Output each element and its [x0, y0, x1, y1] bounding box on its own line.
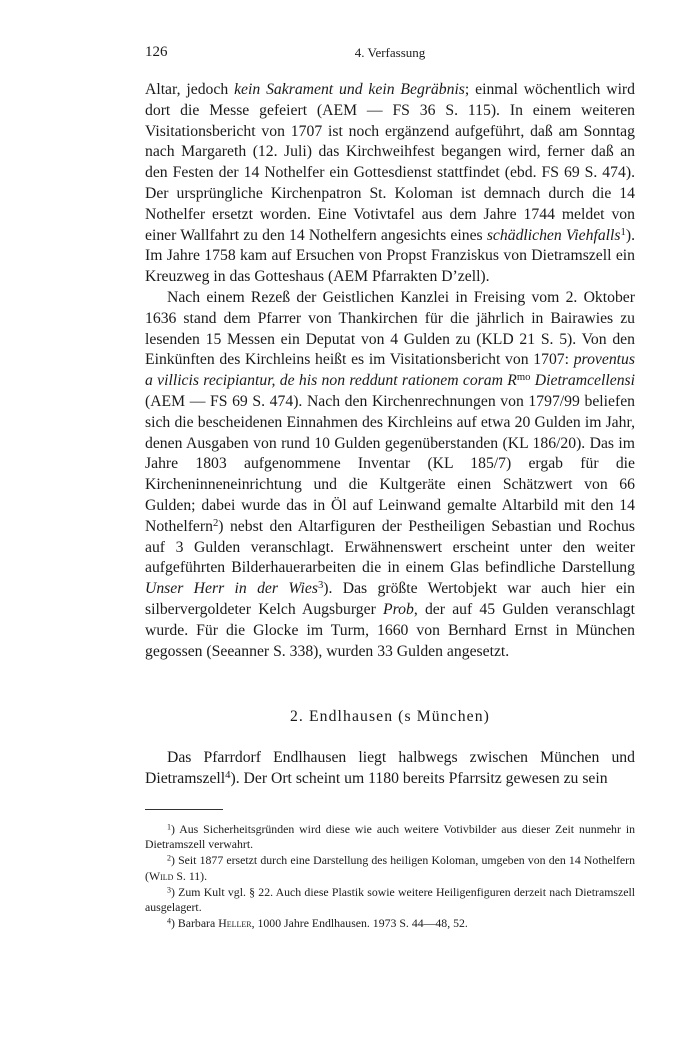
italic-phrase: Unser Herr in der Wies	[145, 580, 318, 598]
italic-phrase: Prob	[383, 600, 414, 618]
paragraph-3	[145, 748, 635, 790]
author-name: Heller	[218, 916, 252, 931]
superscript: mo	[516, 371, 531, 384]
footnote-text: S. 11).	[173, 868, 208, 883]
text-run: ). Das größte Wertobjekt war auch hier ein silbervergoldeter Kelch Augsburger	[145, 580, 635, 618]
paragraph-1	[145, 80, 635, 288]
footnote-text: ) Seit 1877 ersetzt durch eine Darstellung des heiligen Koloman, umgeben von den 14 Nothelfern (	[145, 853, 635, 883]
footnote-divider	[145, 809, 223, 810]
footnote-text: ) Barbara	[171, 916, 219, 931]
footnote-3	[145, 885, 635, 915]
text-run: Das Pfarrdorf Endlhausen liegt halbwegs zwischen München und Dietramszell	[145, 749, 635, 787]
text-run: Altar, jedoch	[145, 81, 235, 98]
text-run: , der auf 45 Gulden veranschlagt wurde. Für die Glocke im Turm, 1660 von Bernhard Ernst in München gegossen (Seeanner S. 338), wurden 33 Gulden angesetzt.	[145, 600, 636, 660]
footnote-2	[145, 853, 635, 883]
footnote-mark: 1	[167, 822, 172, 832]
page-number: 126	[145, 44, 168, 60]
italic-phrase: kein Sakrament und kein Begräbnis	[234, 81, 465, 98]
footnote-mark: 2	[167, 853, 172, 863]
footnote-ref-2: 2	[212, 516, 219, 529]
footnote-4	[145, 916, 635, 931]
italic-phrase: schädlichen Viehfalls	[486, 226, 621, 244]
paragraph-2	[145, 288, 635, 662]
body-text	[145, 80, 635, 662]
footnote-ref-4: 4	[225, 769, 231, 781]
running-head: 4. Verfassung	[354, 45, 426, 60]
body-text-2	[145, 748, 635, 790]
section-heading: 2. Endlhausen (s München)	[289, 708, 491, 725]
footnotes	[145, 822, 635, 932]
footnote-text: ) Aus Sicherheitsgründen wird diese wie auch weitere Votivbilder aus dieser Zeit nunmehr in Dietramszell verwahrt.	[145, 822, 635, 852]
latin-quote: proventus a villicis recipiantur, de his non reddunt rationem coram R	[145, 351, 635, 390]
footnote-mark: 4	[167, 916, 172, 926]
footnote-text: , 1000 Jahre Endlhausen. 1973 S. 44—48, 52.	[251, 916, 468, 931]
latin-quote: Dietramcellensi	[530, 372, 635, 390]
footnote-ref-1: 1	[620, 225, 626, 238]
text-run: ) nebst den Altarfiguren der Pestheiligen Sebastian und Rochus auf 3 Gulden veranschlagt. Erwähnenswert erscheint unter den weiter aufgeführten Bilderhauerarbeiten die in einem Glas befindliche Darstellung	[145, 517, 635, 577]
footnote-1	[145, 822, 635, 852]
page-header	[145, 44, 635, 64]
footnote-mark: 3	[167, 885, 172, 895]
footnote-text: ) Zum Kult vgl. § 22. Auch diese Plastik sowie weitere Heiligenfiguren derzeit nach Dietramszell ausgelagert.	[145, 884, 635, 915]
text-run: (AEM — FS 69 S. 474). Nach den Kirchenrechnungen von 1797/99 beliefen sich die bescheidenen Einnahmen des Kirchleins auf etwa 20 Gulden im Jahr, denen Ausgaben von rund 10 Gulden gegenüberstanden (KL 186/20). Das im Jahre 1803 aufgenommene Inventar (KL 185/7) ergab für die Kircheninneneinrichtung und die Kultgeräte einen Schätzwert von 66 Gulden; dabei wurde das in Öl auf Leinwand gemalte Altarbild mit den 14 Nothelfern	[145, 392, 635, 535]
text-run: ). Der Ort scheint um 1180 bereits Pfarrsitz gewesen zu sein	[230, 769, 608, 787]
footnote-ref-3: 3	[317, 579, 324, 592]
author-name: Wild	[148, 868, 174, 883]
text-run: Nach einem Rezeß der Geistlichen Kanzlei in Freising vom 2. Oktober 1636 stand dem Pfarrer von Thankirchen für die jährlich in Bairawies zu lesenden 15 Messen ein Deputat von 4 Gulden zu (KLD 21 S. 5). Von den Einkünften des Kirchleins heißt es im Visitationsbericht von 1707:	[145, 288, 635, 369]
text-run: ; einmal wöchentlich wird dort die Messe gefeiert (AEM — FS 36 S. 115). In einem weiteren Visitationsbericht von 1707 ist noch ergänzend aufgeführt, daß am Sonntag nach Margareth (12. Juli) das Kirchweihfest begangen wird, ferner daß an den Festen der 14 Nothelfer ein Gottesdienst stattfindet (ebd. FS 69 S. 474). Der ursprüngliche Kirchenpatron St. Koloman ist demnach durch die 14 Nothelfer ersetzt worden. Eine Votivtafel aus dem Jahre 1744 meldet von einer Wallfahrt zu den 14 Nothelfern angesichts eines	[145, 81, 635, 244]
text-run: ). Im Jahre 1758 kam auf Ersuchen von Propst Franziskus von Dietramszell ein Kreuzweg in das Gotteshaus (AEM Pfarrakten D’zell).	[145, 226, 635, 286]
